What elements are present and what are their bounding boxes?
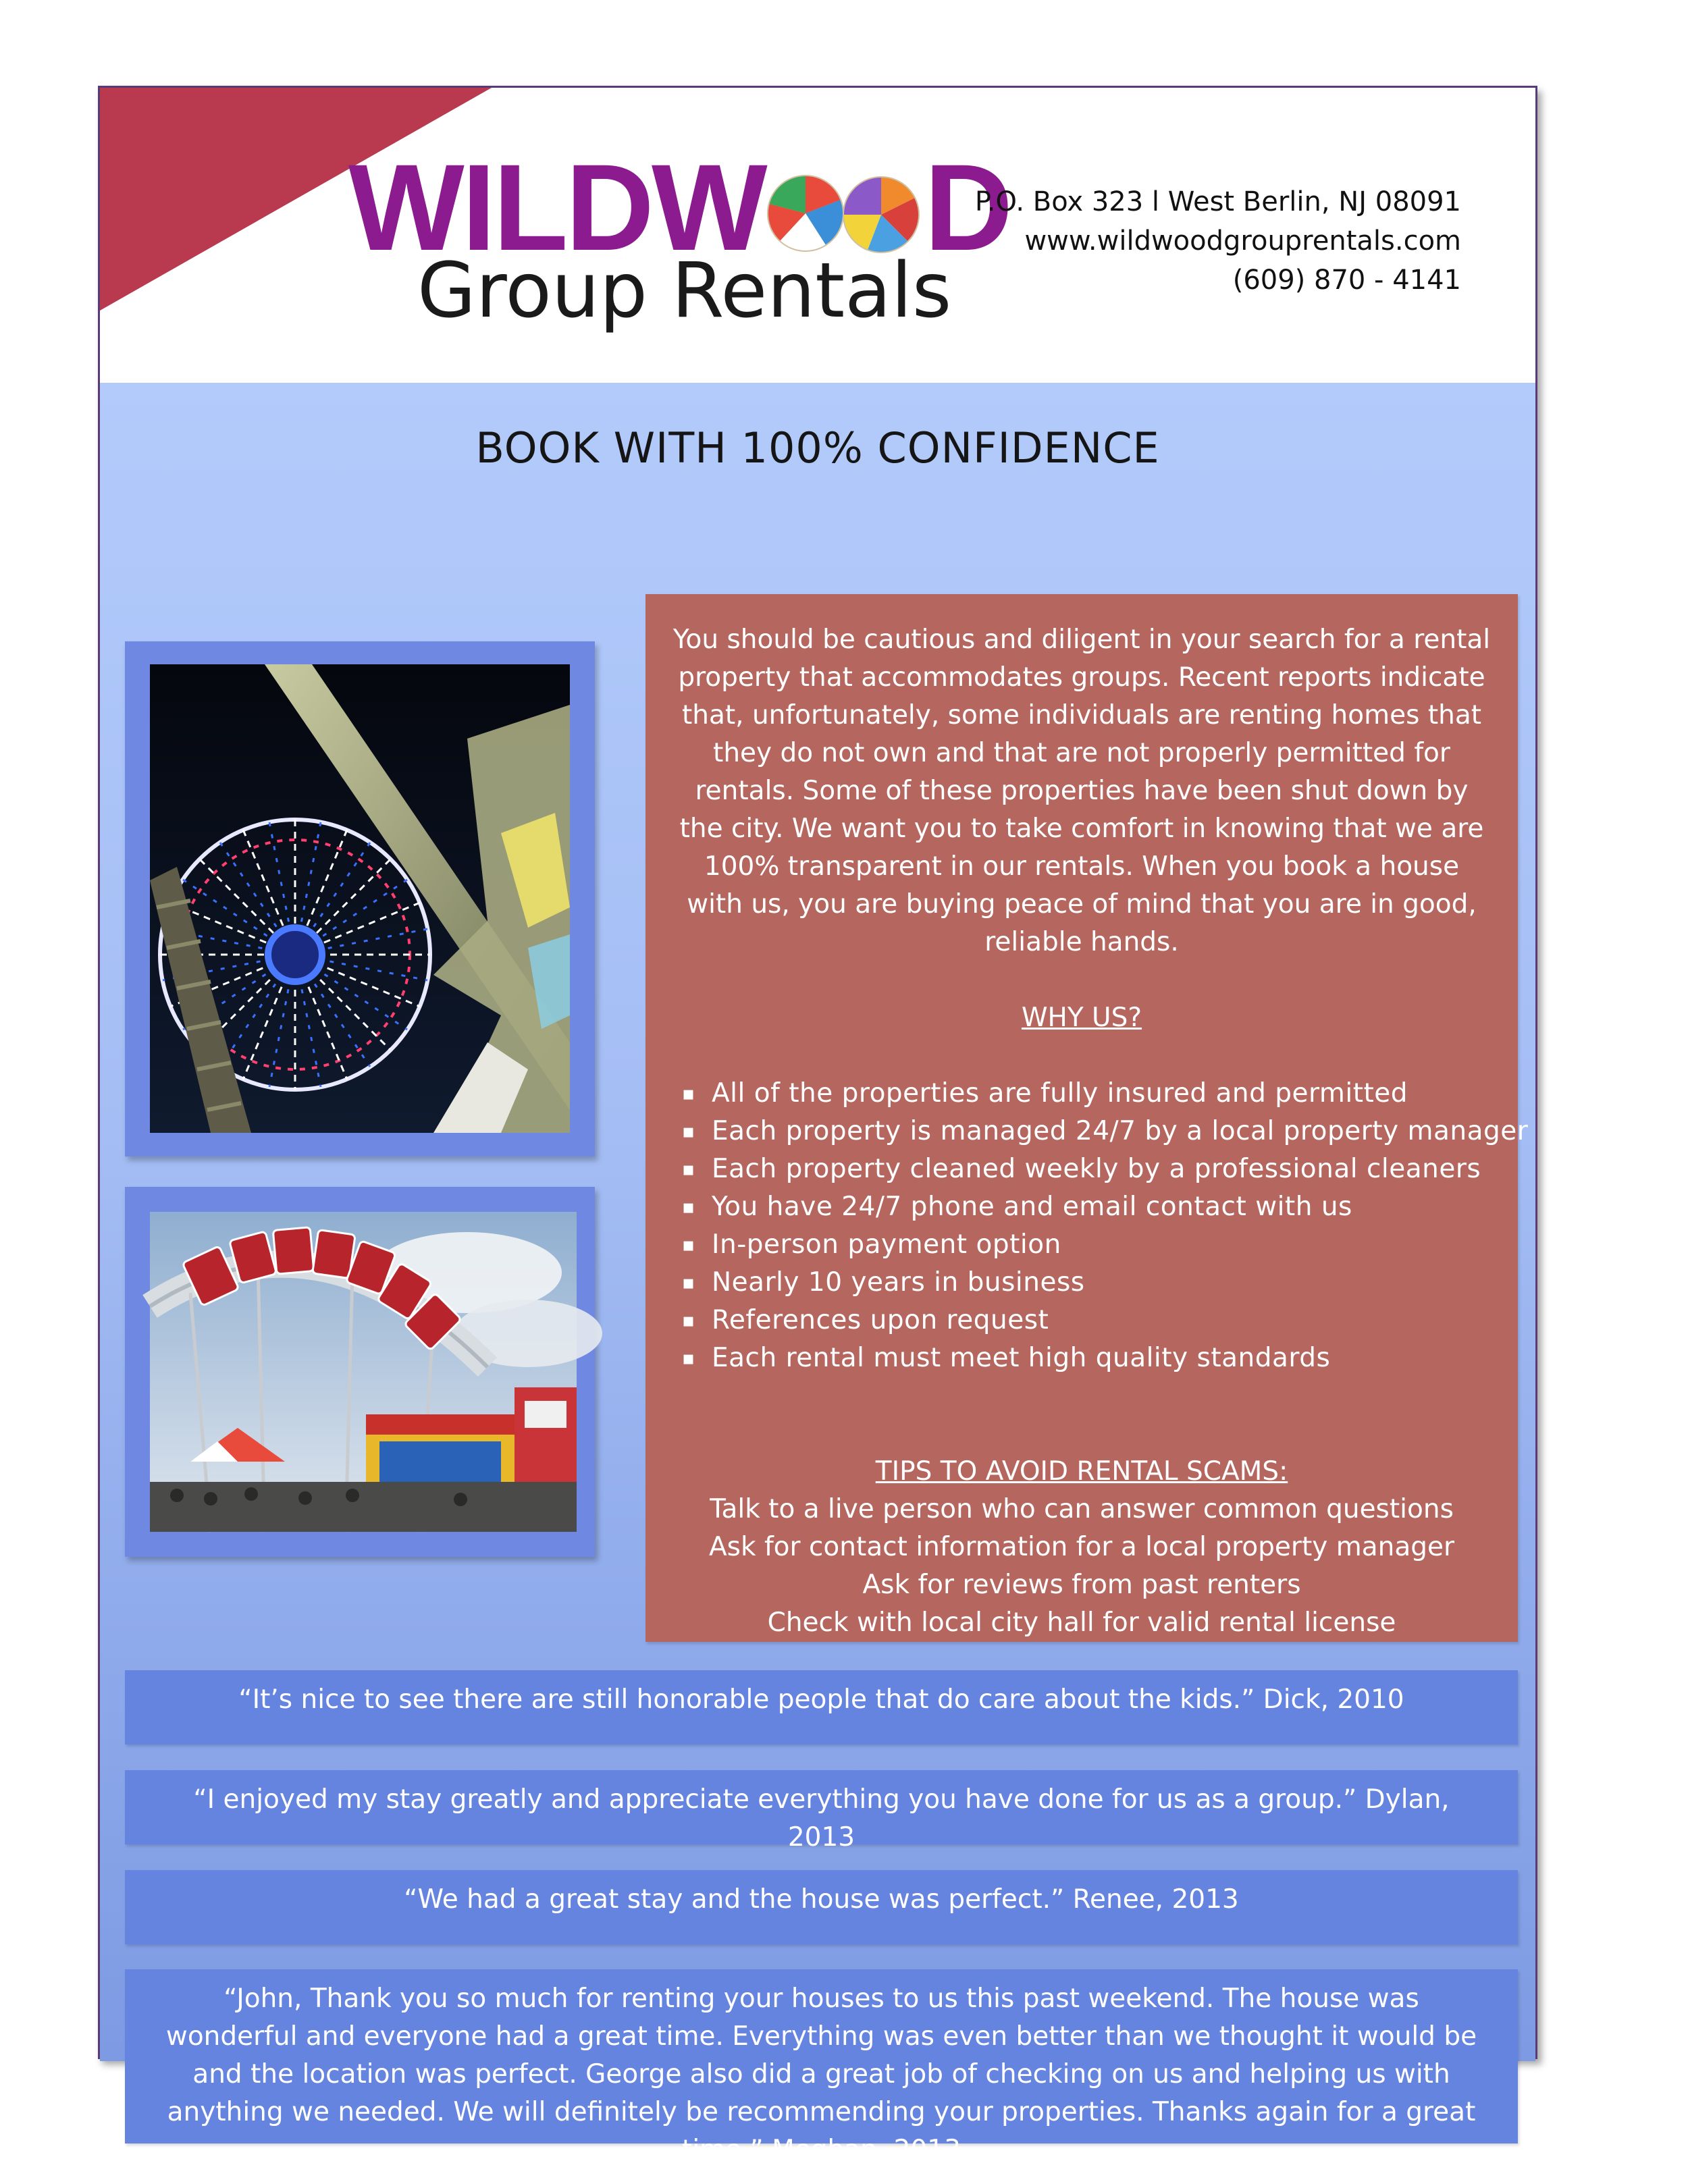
list-item: ▪ Nearly 10 years in business [682, 1264, 1491, 1302]
phone-text: (609) 870 - 4141 [1232, 265, 1461, 296]
tip-item: Talk to a live person who can answer common questions [710, 1494, 1454, 1524]
list-item: ▪ All of the properties are fully insured and permitted [682, 1075, 1491, 1113]
tip-item: Check with local city hall for valid rental license [767, 1607, 1396, 1638]
contact-block [975, 182, 1461, 300]
testimonial-1: “It’s nice to see there are still honorable people that do care about the kids.” Dick, 2010 [125, 1670, 1518, 1744]
page-title: BOOK WITH 100% CONFIDENCE [475, 423, 1160, 473]
list-item: ▪ Each rental must meet high quality standards [682, 1339, 1491, 1377]
testimonial-3: “We had a great stay and the house was perfect.” Renee, 2013 [125, 1870, 1518, 1944]
list-item: ▪ References upon request [682, 1302, 1491, 1339]
flyer-page [98, 86, 1537, 2165]
list-item: ▪ Each property cleaned weekly by a professional cleaners [682, 1150, 1491, 1188]
content-area [100, 383, 1535, 2165]
photo-frame-ferris-wheel [125, 641, 595, 1156]
info-box [645, 594, 1529, 1642]
list-item: ▪ You have 24/7 phone and email contact with us [682, 1188, 1491, 1226]
why-us-list [672, 1075, 1529, 1377]
tip-item: Ask for reviews from past renters [862, 1570, 1301, 1600]
moreys-piers-photo [150, 1212, 577, 1532]
intro-paragraph: You should be cautious and diligent in your search for a rental property that accommodates groups. Recent reports indicate that, unfortunately, some individuals are renting homes that they do not own and that are not properly permitted for rentals. Some of these properties have been shut down by the city. We want you to take comfort in knowing that we are 100% transparent in our rentals. When you book a house with us, you are buying peace of mind that you are in good, reliable hands. [672, 624, 1491, 957]
testimonial-4: “John, Thank you so much for renting your houses to us this past weekend. The house was wonderful and everyone had a great time. Everything was even better than we thought it would be and the location was perfect. George also did a great job of checking on us and helping us with anything we needed. We will definitely be recommending your properties. Thanks again for a great time.” Meghan, 2013 [125, 1969, 1518, 2143]
testimonial-2: “I enjoyed my stay greatly and appreciate everything you have done for us as a group.” Dylan, 2013 [125, 1770, 1518, 1844]
ferris-wheel-photo [150, 664, 570, 1133]
website-link[interactable]: www.wildwoodgrouprentals.com [1024, 225, 1461, 257]
address-text: P.O. Box 323 l West Berlin, NJ 08091 [974, 186, 1461, 217]
tips-list [672, 1491, 1491, 1642]
list-item: ▪ Each property is managed 24/7 by a local property manager [682, 1113, 1491, 1150]
tips-heading: TIPS TO AVOID RENTAL SCAMS: [875, 1456, 1288, 1487]
why-us-heading: WHY US? [1021, 1003, 1142, 1033]
logo-text-end: D [924, 138, 1011, 276]
tip-item: Ask for contact information for a local property manager [708, 1532, 1455, 1562]
logo-text-start: WILDW [348, 138, 765, 276]
header [100, 88, 1535, 385]
list-item: ▪ In-person payment option [682, 1226, 1491, 1264]
logo-subtitle: Group Rentals [417, 247, 952, 335]
photo-frame-moreys-piers [125, 1187, 595, 1557]
